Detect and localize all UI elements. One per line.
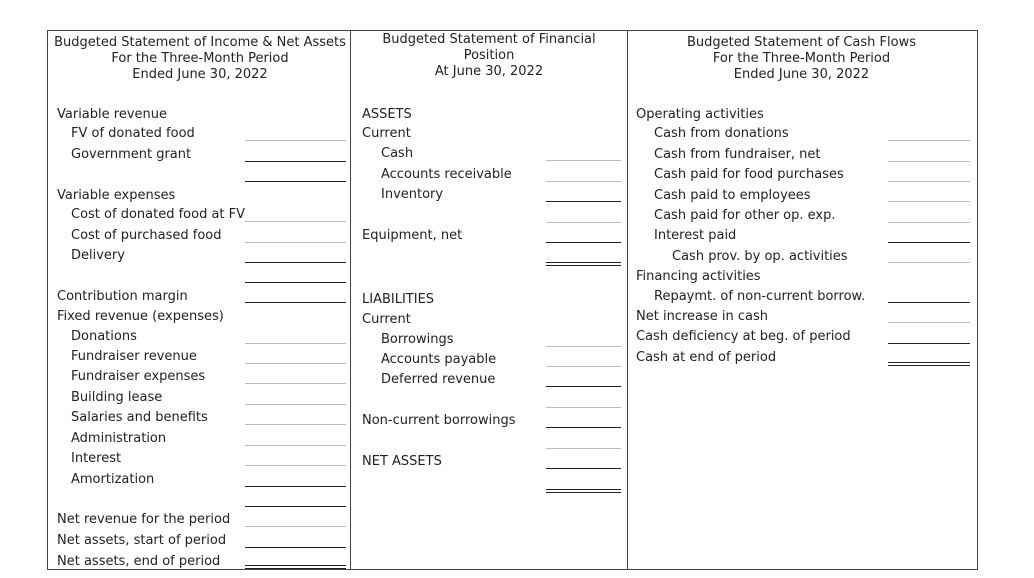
- administration-label: Administration: [71, 431, 167, 446]
- current-assets-label: Current: [362, 126, 411, 141]
- cash-fundraiser-label: Cash from fundraiser, net: [654, 147, 821, 162]
- financing-activities-label: Financing activities: [636, 269, 761, 284]
- answer-line[interactable]: [245, 424, 346, 425]
- accounts-receivable-label: Accounts receivable: [381, 167, 512, 182]
- answer-line[interactable]: [888, 262, 970, 263]
- liabilities-label: LIABILITIES: [362, 292, 435, 307]
- answer-line[interactable]: [888, 161, 970, 162]
- net-assets-start-label: Net assets, start of period: [57, 533, 227, 548]
- net-revenue-label: Net revenue for the period: [57, 512, 231, 527]
- answer-line[interactable]: [546, 366, 621, 367]
- contribution-margin-label: Contribution margin: [57, 289, 188, 304]
- cash-employees-label: Cash paid to employees: [654, 188, 811, 203]
- answer-line[interactable]: [245, 242, 346, 243]
- answer-line[interactable]: [245, 221, 346, 222]
- fv-donated-food-label: FV of donated food: [71, 126, 195, 141]
- interest-label: Interest: [71, 451, 122, 466]
- fixed-revenue-label: Fixed revenue (expenses): [57, 309, 224, 324]
- cashflow-date: Ended June 30, 2022: [733, 67, 870, 82]
- cash-donations-label: Cash from donations: [654, 126, 789, 141]
- variable-expenses-label: Variable expenses: [57, 188, 176, 203]
- answer-line[interactable]: [888, 201, 970, 202]
- position-statement-header: [352, 32, 626, 80]
- equipment-label: Equipment, net: [362, 228, 463, 243]
- answer-line[interactable]: [245, 343, 346, 344]
- answer-line[interactable]: [888, 302, 970, 303]
- position-title-2: Position: [463, 48, 515, 63]
- answer-line[interactable]: [888, 222, 970, 223]
- answer-line[interactable]: [245, 302, 346, 303]
- answer-line[interactable]: [546, 222, 621, 223]
- cashflow-title: Budgeted Statement of Cash Flows: [687, 35, 916, 50]
- salaries-label: Salaries and benefits: [71, 410, 208, 425]
- cash-end-label: Cash at end of period: [636, 350, 777, 365]
- cost-purchased-food-label: Cost of purchased food: [71, 228, 222, 243]
- position-title: Budgeted Statement of Financial: [382, 32, 596, 47]
- cash-food-label: Cash paid for food purchases: [654, 167, 844, 182]
- variable-revenue-label: Variable revenue: [57, 107, 167, 122]
- accounts-payable-label: Accounts payable: [381, 352, 497, 367]
- answer-line[interactable]: [888, 140, 970, 141]
- building-lease-label: Building lease: [71, 390, 163, 405]
- column-divider-1: [350, 30, 351, 570]
- answer-line[interactable]: [245, 526, 346, 527]
- answer-line[interactable]: [546, 427, 621, 428]
- answer-line[interactable]: [245, 161, 346, 162]
- answer-line[interactable]: [245, 282, 346, 283]
- answer-line[interactable]: [245, 486, 346, 487]
- delivery-label: Delivery: [71, 248, 125, 263]
- income-period: For the Three-Month Period: [111, 51, 289, 66]
- answer-line-total[interactable]: [546, 262, 621, 266]
- deferred-revenue-label: Deferred revenue: [381, 372, 496, 387]
- net-assets-label: NET ASSETS: [362, 454, 442, 469]
- answer-line-total[interactable]: [888, 362, 970, 366]
- answer-line[interactable]: [546, 201, 621, 202]
- cost-donated-food-label: Cost of donated food at FV: [71, 207, 246, 222]
- income-date: Ended June 30, 2022: [132, 67, 268, 82]
- answer-line[interactable]: [546, 468, 621, 469]
- borrowings-label: Borrowings: [381, 332, 454, 347]
- answer-line[interactable]: [245, 383, 346, 384]
- answer-line[interactable]: [546, 242, 621, 243]
- noncurrent-borrowings-label: Non-current borrowings: [362, 413, 516, 428]
- answer-line[interactable]: [546, 181, 621, 182]
- income-statement-header: [50, 35, 350, 83]
- amortization-label: Amortization: [71, 472, 155, 487]
- answer-line[interactable]: [245, 445, 346, 446]
- answer-line[interactable]: [245, 547, 346, 548]
- cash-prov-label: Cash prov. by op. activities: [672, 249, 848, 264]
- answer-line[interactable]: [888, 343, 970, 344]
- answer-line[interactable]: [245, 140, 346, 141]
- fundraiser-expenses-label: Fundraiser expenses: [71, 369, 206, 384]
- answer-line[interactable]: [245, 363, 346, 364]
- answer-line[interactable]: [245, 404, 346, 405]
- position-date: At June 30, 2022: [434, 64, 544, 79]
- cash-other-label: Cash paid for other op. exp.: [654, 208, 836, 223]
- net-assets-end-label: Net assets, end of period: [57, 554, 221, 569]
- answer-line[interactable]: [546, 448, 621, 449]
- answer-line[interactable]: [245, 506, 346, 507]
- fundraiser-revenue-label: Fundraiser revenue: [71, 349, 197, 364]
- answer-line[interactable]: [546, 386, 621, 387]
- answer-line[interactable]: [888, 322, 970, 323]
- cashflow-statement-header: [629, 35, 974, 83]
- answer-line[interactable]: [546, 407, 621, 408]
- answer-line[interactable]: [546, 346, 621, 347]
- cashflow-period: For the Three-Month Period: [712, 51, 891, 66]
- cash-deficiency-label: Cash deficiency at beg. of period: [636, 329, 851, 344]
- column-divider-2: [627, 30, 628, 570]
- operating-activities-label: Operating activities: [636, 107, 764, 122]
- answer-line[interactable]: [888, 181, 970, 182]
- answer-line-total[interactable]: [546, 489, 621, 493]
- current-liabilities-label: Current: [362, 312, 411, 327]
- answer-line[interactable]: [245, 465, 346, 466]
- answer-line[interactable]: [245, 181, 346, 182]
- net-increase-label: Net increase in cash: [636, 309, 768, 324]
- answer-line[interactable]: [245, 262, 346, 263]
- cash-label: Cash: [381, 146, 414, 161]
- answer-line[interactable]: [888, 242, 970, 243]
- government-grant-label: Government grant: [71, 147, 192, 162]
- donations-label: Donations: [71, 329, 137, 344]
- interest-paid-label: Interest paid: [654, 228, 737, 243]
- answer-line-total[interactable]: [245, 565, 346, 569]
- inventory-label: Inventory: [381, 187, 444, 202]
- answer-line[interactable]: [546, 160, 621, 161]
- income-title: Budgeted Statement of Income & Net Assets: [54, 35, 346, 50]
- assets-label: ASSETS: [362, 107, 412, 122]
- repayment-label: Repaymt. of non-current borrow.: [654, 289, 866, 304]
